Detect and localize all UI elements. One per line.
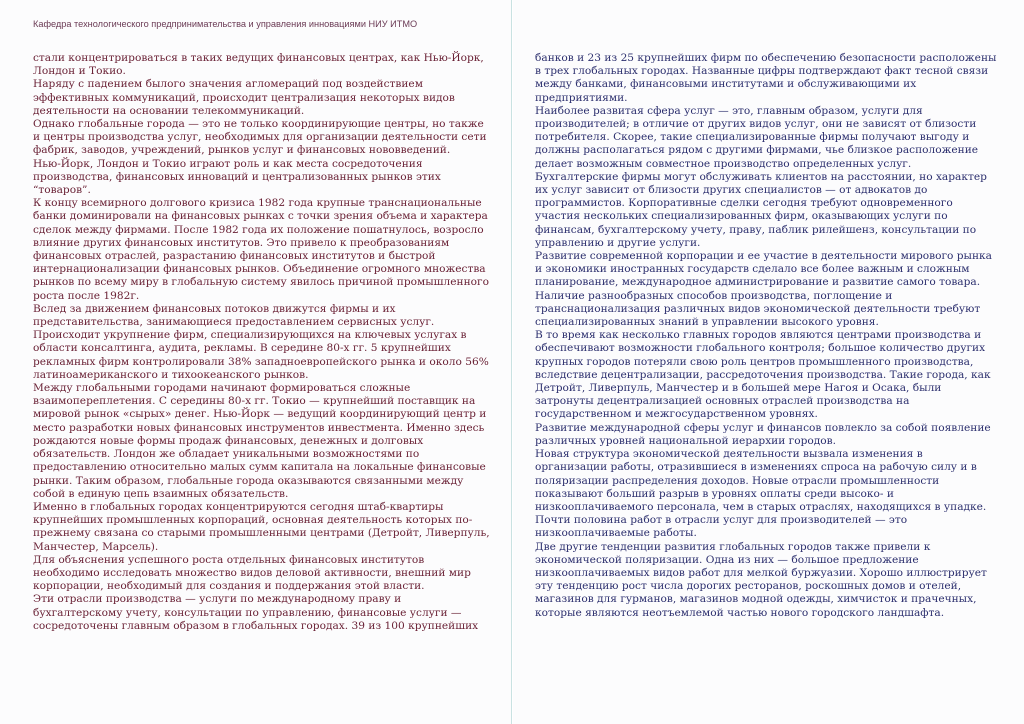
paragraph: Бухгалтерские фирмы могут обслуживать клиентов на расстоянии, но характер их услуг зависит от близости других специалистов — от адвокатов до программистов. Корпоративные сделки сегодня требуют одновременного участия нескольких специализированных фирм, оказывающих услуги по финансам, бухгалтерскому учету, праву, паблик рилейшенз, консультации по управлению и другие услуги. xyxy=(535,170,987,249)
paragraph: Нью-Йорк, Лондон и Токио играют роль и как места сосредоточения производства, финансовых инноваций и централизованных рынков этих “товаров”. xyxy=(33,157,441,197)
paragraph: стали концентрироваться в таких ведущих финансовых центрах, как Нью-Йорк, Лондон и Токио. xyxy=(33,52,484,78)
paragraph: В то время как несколько главных городов являются центрами производства и обеспечивают возможности глобального контроля; большое количество других крупных городов потеряли свою роль центров промышленного производства, вследствие децентрализации, рассредоточения производства. Такие города, как Детройт, Ливерпуль, Манчестер и в большей мере Нагоя и Осака, были затронуты децентрализацией основных отраслей производства на государственном и межгосударственном уровнях. xyxy=(535,329,991,421)
paragraph: банков и 23 из 25 крупнейших фирм по обеспечению безопасности расположены в трех глобальных городах. Названные цифры подтверждают факт тесной связи между банками, финансовыми институтами и обслуживающими их предприятиями. xyxy=(535,52,997,104)
paragraph: Эти отрасли производства — услуги по международному праву и бухгалтерскому учету, консультации по управлению, финансовые услуги — сосредоточены главным образом в глобальных городах. 39 из 100 крупнейших xyxy=(33,593,479,632)
left-text-column xyxy=(33,52,493,633)
paragraph: Именно в глобальных городах концентрируются сегодня штаб-квартиры крупнейших промышленных корпораций, основная деятельность которых по-прежнему связана со старыми промышленными центрами (Детройт, Ливерпуль, Манчестер, Марсель). xyxy=(33,500,490,553)
paragraph: Наряду с падением былого значения агломераций под воздействием эффективных коммуникаций, происходит централизация некоторых видов деятельности на основании телекоммуникаций. xyxy=(33,78,455,117)
right-text-column xyxy=(535,52,997,620)
paragraph: Развитие современной корпорации и ее участие в деятельности мирового рынка и экономики иностранных государств сделало все более важным и сложным планирование, международное администрирование и развитие самого товара. Наличие разнообразных способов производства, поглощение и транснационализация различных видов экономической деятельности требуют специализированных знаний в управлении высокого уровня. xyxy=(535,250,992,329)
page-header: Кафедра технологического предпринимательства и управления инновациями НИУ ИТМО xyxy=(33,19,418,29)
paragraph: Наиболее развитая сфера услуг — это, главным образом, услуги для производителей; в отличие от других видов услуг, они не зависят от близости потребителя. Скорее, такие специализированные фирмы получают выгоду и должны располагаться рядом с другими фирмами, чье близкое расположение делает возможным совместное производство определенных услуг. xyxy=(535,104,979,170)
paragraph: Новая структура экономической деятельности вызвала изменения в организации работы, отразившиеся в изменениях спроса на рабочую силу и в поляризации распределения доходов. Новые отрасли промышленности показывают больший разрыв в уровнях оплаты среди высоко- и низкооплачиваемого персонала, чем в старых отраслях, находящихся в упадке. Почти половина работ в отрасли услуг для производителей — это низкооплачиваемые работы. xyxy=(535,448,987,540)
paragraph: К концу всемирного долгового кризиса 1982 года крупные транснациональные банки доминировали на финансовых рынках с точки зрения объема и характера сделок между фирмами. После 1982 года их положение пошатнулось, возросло влияние других финансовых институтов. Это привело к преобразованиям финансовых отраслей, разрастанию финансовых институтов и быстрой интернационализации финансовых рынков. Объединение огромного множества рынков по всему миру в глобальную систему явилось причиной промышленного роста после 1982г. xyxy=(33,197,489,302)
paragraph: Для объяснения успешного роста отдельных финансовых институтов необходимо исследовать множество видов деловой активности, внешний мир корпорации, необходимый для создания и поддержания этой власти. xyxy=(33,553,471,593)
paragraph: Между глобальными городами начинают формироваться сложные взаимопереплетения. С середины 80-х гг. Токио — крупнейший поставщик на мировой рынок «сырых» денег. Нью-Йорк — ведущий координирующий центр и место разработки новых финансовых инструментов инвестмента. Именно здесь рождаются новые формы продаж финансовых, денежных и долговых обязательств. Лондон же обладает уникальными возможностями по предоставлению относительно малых сумм капитала на локальные финансовые рынки. Таким образом, глобальные города оказываются связанными между собой в единую цепь взаимных обязательств. xyxy=(33,382,487,500)
paragraph: Однако глобальные города — это не только координирующие центры, но также и центры производства услуг, необходимых для организации деятельности сети фабрик, заводов, учреждений, рынков услуг и финансовых нововведений. xyxy=(33,118,487,157)
paragraph: Вслед за движением финансовых потоков движутся фирмы и их представительства, занимающиеся предоставлением сервисных услуг. Происходит укрупнение фирм, специализирующихся на ключевых услугах в области консалтинга, аудита, рекламы. В середине 80-х гг. 5 крупнейших рекламных фирм контролировали 38% западноевропейского рынка и около 56% латиноамериканского и тихоокеанского рынков. xyxy=(33,302,489,381)
paragraph: Две другие тенденции развития глобальных городов также привели к экономической поляризации. Одна из них — большое предложение низкооплачиваемых видов работ для мелкой буржуазии. Хорошо иллюстрирует эту тенденцию рост числа дорогих ресторанов, роскошных домов и отелей, магазинов для гурманов, магазинов модной одежды, химчисток и прачечных, которые являются неотъемлемой частью нового городского ландшафта. xyxy=(535,540,987,619)
paragraph: Развитие международной сферы услуг и финансов повлекло за собой появление различных уровней национальной иерархии городов. xyxy=(535,421,991,447)
